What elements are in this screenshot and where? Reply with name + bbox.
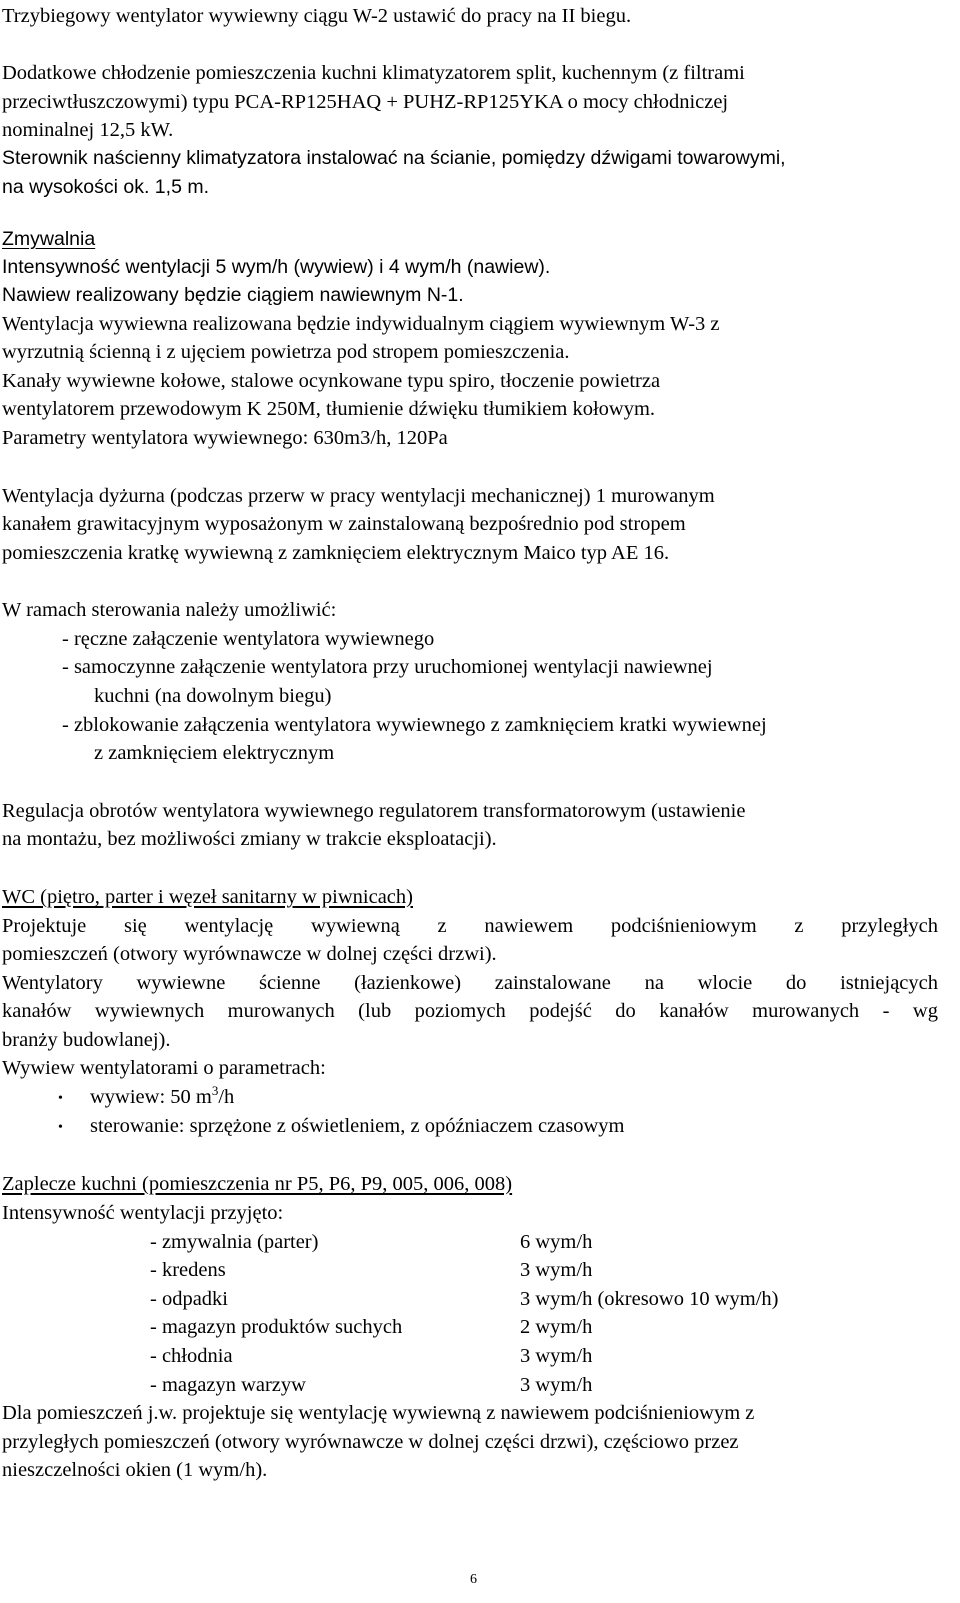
room-name: - chłodnia (150, 1345, 233, 1367)
zaplecze-closing-line-2: przyległych pomieszczeń (otwory wyrównawcze w dolnej części drzwi), częściowo przez (2, 1431, 739, 1453)
wc-exhaust-unit: /h (218, 1086, 235, 1108)
bullet-dot-icon: • (58, 1091, 63, 1106)
room-rate: 6 wym/h (520, 1231, 593, 1253)
control-item-automatic: - samoczynne załączenie wentylatora przy uruchomionej wentylacji nawiewnej (62, 656, 713, 678)
room-rate: 3 wym/h (520, 1259, 593, 1281)
control-item-automatic-cont: kuchni (na dowolnym biegu) (94, 685, 332, 707)
cooling-line-3: nominalnej 12,5 kW. (2, 119, 174, 141)
wc-exhaust-value: wywiew: 50 m (90, 1086, 212, 1108)
control-item-manual: - ręczne załączenie wentylatora wywiewnego (62, 628, 435, 650)
wc-line-4: kanałów wywiewnych murowanych (lub poziomych podejść do kanałów murowanych - wg (2, 1000, 938, 1022)
zmywalnia-ducts-line-1: Kanały wywiewne kołowe, stalowe ocynkowane typu spiro, tłoczenie powietrza (2, 370, 661, 392)
room-name: - magazyn produktów suchych (150, 1316, 403, 1338)
duty-ventilation-line-3: pomieszczenia kratkę wywiewną z zamknięciem elektrycznym Maico typ AE 16. (2, 542, 670, 564)
room-name: - magazyn warzyw (150, 1374, 306, 1396)
room-name: - zmywalnia (parter) (150, 1231, 319, 1253)
wc-line-3: Wentylatory wywiewne ścienne (łazienkowe) zainstalowane na wlocie do istniejących (2, 972, 938, 994)
control-item-interlock-cont: z zamknięciem elektrycznym (94, 742, 335, 764)
zaplecze-closing-line-1: Dla pomieszczeń j.w. projektuje się wentylację wywiewną z nawiewem podciśnieniowym z (2, 1402, 755, 1424)
room-rate: 2 wym/h (520, 1316, 593, 1338)
zaplecze-closing-line-3: nieszczelności okien (1 wym/h). (2, 1459, 268, 1481)
zmywalnia-exhaust-line-2: wyrzutnią ścienną i z ujęciem powietrza pod stropem pomieszczenia. (2, 341, 570, 363)
zmywalnia-line-1: Intensywność wentylacji 5 wym/h (wywiew) i 4 wym/h (nawiew). (2, 256, 551, 278)
wc-heading: WC (piętro, parter i węzeł sanitarny w piwnicach) (2, 886, 413, 908)
cooling-line-1: Dodatkowe chłodzenie pomieszczenia kuchni klimatyzatorem split, kuchennym (z filtrami (2, 62, 745, 84)
wc-line-1: Projektuje się wentylację wywiewną z nawiewem podciśnieniowym z przyległych (2, 915, 938, 937)
zmywalnia-ducts-line-2: wentylatorem przewodowym K 250M, tłumienie dźwięku tłumikiem kołowym. (2, 398, 656, 420)
controller-line-2: na wysokości ok. 1,5 m. (2, 176, 209, 198)
zmywalnia-exhaust-line-1: Wentylacja wywiewna realizowana będzie indywidualnym ciągiem wywiewnym W-3 z (2, 313, 720, 335)
bullet-dot-icon: • (58, 1120, 63, 1135)
wc-line-5: branży budowlanej). (2, 1029, 171, 1051)
control-item-interlock: - zblokowanie załączenia wentylatora wywiewnego z zamknięciem kratki wywiewnej (62, 714, 767, 736)
duty-ventilation-line-2: kanałem grawitacyjnym wyposażonym w zainstalowaną bezpośrednio pod stropem (2, 513, 686, 535)
wc-exhaust-sup: 3 (211, 1083, 219, 1099)
room-rate: 3 wym/h (okresowo 10 wym/h) (520, 1288, 779, 1310)
room-name: - kredens (150, 1259, 226, 1281)
wc-bullet-control: sterowanie: sprzężone z oświetleniem, z opóźniaczem czasowym (90, 1115, 625, 1137)
zmywalnia-fan-params: Parametry wentylatora wywiewnego: 630m3/h, 120Pa (2, 427, 448, 449)
fan-setting-line: Trzybiegowy wentylator wywiewny ciągu W-2 ustawić do pracy na II biegu. (2, 5, 632, 27)
regulation-line-1: Regulacja obrotów wentylatora wywiewnego regulatorem transformatorowym (ustawienie (2, 800, 746, 822)
zaplecze-heading: Zaplecze kuchni (pomieszczenia nr P5, P6, P9, 005, 006, 008) (2, 1173, 513, 1195)
zmywalnia-heading: Zmywalnia (2, 228, 96, 250)
cooling-line-2: przeciwtłuszczowymi) typu PCA-RP125HAQ + PUHZ-RP125YKA o mocy chłodniczej (2, 91, 729, 113)
room-name: - odpadki (150, 1288, 228, 1310)
duty-ventilation-line-1: Wentylacja dyżurna (podczas przerw w pracy wentylacji mechanicznej) 1 murowanym (2, 485, 715, 507)
wc-line-2: pomieszczeń (otwory wyrównawcze w dolnej części drzwi). (2, 943, 497, 965)
page-number: 6 (470, 1572, 477, 1587)
regulation-line-2: na montażu, bez możliwości zmiany w trakcie eksploatacji). (2, 828, 497, 850)
wc-bullet-exhaust (90, 1083, 234, 1112)
room-rate: 3 wym/h (520, 1345, 593, 1367)
room-rate: 3 wym/h (520, 1374, 593, 1396)
wc-line-6: Wywiew wentylatorami o parametrach: (2, 1057, 326, 1079)
control-intro: W ramach sterowania należy umożliwić: (2, 599, 337, 621)
zmywalnia-line-2: Nawiew realizowany będzie ciągiem nawiewnym N-1. (2, 284, 464, 306)
controller-line-1: Sterownik naścienny klimatyzatora instalować na ścianie, pomiędzy dźwigami towarowymi, (2, 147, 786, 169)
zaplecze-intro: Intensywność wentylacji przyjęto: (2, 1202, 284, 1224)
